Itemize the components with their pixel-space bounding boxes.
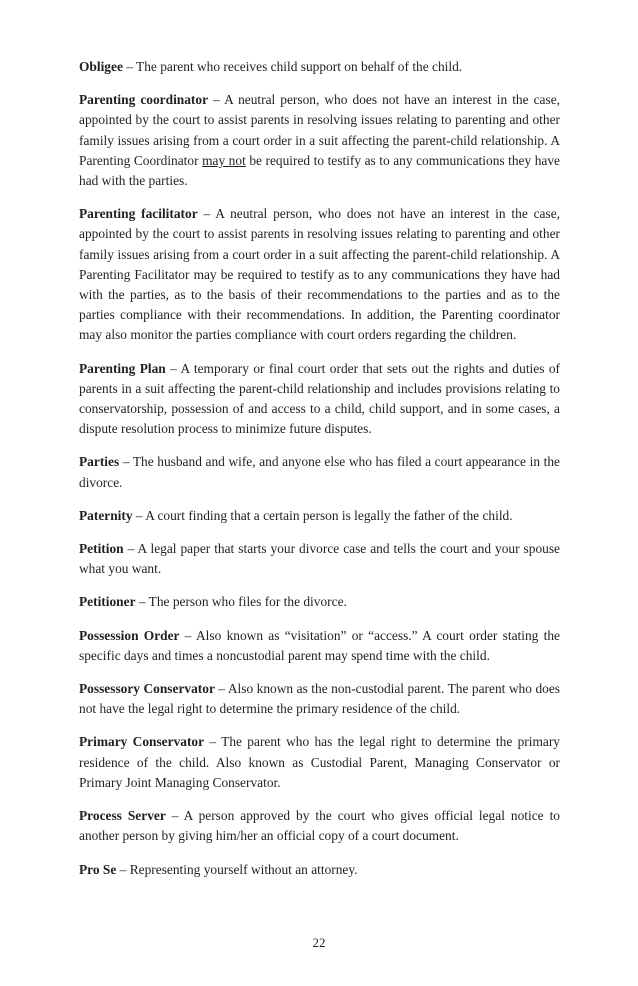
- glossary-entry-parenting-coordinator: [79, 90, 560, 191]
- glossary-entry-pro-se: [79, 860, 560, 880]
- glossary-term: Primary Conservator: [79, 734, 205, 750]
- glossary-page: [79, 57, 560, 893]
- glossary-definition: – A person approved by the court who gives official legal notice to another person by giving him/her an official copy of a court document.: [79, 808, 560, 844]
- glossary-definition: – A legal paper that starts your divorce case and tells the court and your spouse what you want.: [79, 541, 560, 577]
- glossary-definition: – A court finding that a certain person is legally the father of the child.: [132, 507, 513, 523]
- glossary-term: Paternity: [79, 507, 133, 523]
- glossary-term: Pro Se: [79, 861, 117, 877]
- glossary-entry-petitioner: [79, 592, 560, 612]
- glossary-definition: – A neutral person, who does not have an interest in the case, appointed by the court to assist parents in resolving issues relating to parenting and other family issues arising from a court order in a suit affecting the parent-child relationship. A Parenting Facilitator may be required to testify as to any communications they have had with the parties, as to the basis of their recommendations to the parties and as to the parties compliance with their recommendations. In addition, the Parenting coordinator may also monitor the parties compliance with court orders regarding the children.: [79, 206, 560, 343]
- glossary-definition: – Representing yourself without an attorney.: [116, 861, 358, 877]
- glossary-definition: – The parent who receives child support on behalf of the child.: [122, 59, 463, 74]
- glossary-definition: – The parent who has the legal right to determine the primary residence of the child. Also known as Custodial Parent, Managing Conservator or Primary Joint Managing Conservator.: [79, 734, 560, 790]
- glossary-term: Possession Order: [79, 627, 180, 643]
- glossary-term: Possessory Conservator: [79, 681, 215, 697]
- glossary-definition: – Also known as the non-custodial parent. The parent who does not have the legal right to determine the primary residence of the child.: [79, 681, 560, 717]
- glossary-term: Obligee: [79, 59, 123, 74]
- glossary-definition-continued: be required to testify as to any communications they have had with the parties.: [79, 152, 560, 189]
- glossary-term: Parenting facilitator: [79, 206, 198, 222]
- glossary-definition: – The person who files for the divorce.: [135, 594, 347, 610]
- glossary-definition: – The husband and wife, and anyone else who has filed a court appearance in the divorce.: [79, 454, 560, 490]
- glossary-entry-possessory-conservator: [79, 679, 560, 719]
- glossary-entry-paternity: [79, 506, 560, 526]
- glossary-definition: – A neutral person, who does not have an interest in the case, appointed by the court to assist parents in resolving issues relating to parenting and other family issues arising from a court order in a suit affecting the parent-child relationship. A Parenting Coordinator: [79, 92, 560, 168]
- glossary-term: Petitioner: [79, 594, 136, 610]
- glossary-entry-process-server: [79, 806, 560, 846]
- glossary-definition: – Also known as “visitation” or “access.” A court order stating the specific days and times a noncustodial parent may spend time with the child.: [79, 627, 560, 663]
- glossary-term: Parties: [79, 454, 120, 470]
- glossary-entry-primary-conservator: [79, 732, 560, 793]
- glossary-definition: – A temporary or final court order that sets out the rights and duties of parents in a suit affecting the parent-child relationship and includes provisions relating to conservatorship, possession of and access to a child, child support, and in some cases, a dispute resolution process to minimize future disputes.: [79, 360, 560, 437]
- glossary-entry-parenting-plan: [79, 359, 560, 440]
- glossary-term: Petition: [79, 541, 124, 557]
- glossary-entry-possession-order: [79, 626, 560, 666]
- glossary-term: Parenting Plan: [79, 360, 166, 376]
- page-number: 22: [312, 935, 326, 950]
- glossary-entry-parenting-facilitator: [79, 204, 560, 345]
- glossary-term: Process Server: [79, 808, 166, 824]
- glossary-entry-petition: [79, 539, 560, 579]
- glossary-term: Parenting coordinator: [79, 92, 209, 108]
- glossary-entry-parties: [79, 452, 560, 492]
- glossary-entry-obligee: [79, 57, 560, 77]
- underlined-phrase: may not: [202, 152, 246, 168]
